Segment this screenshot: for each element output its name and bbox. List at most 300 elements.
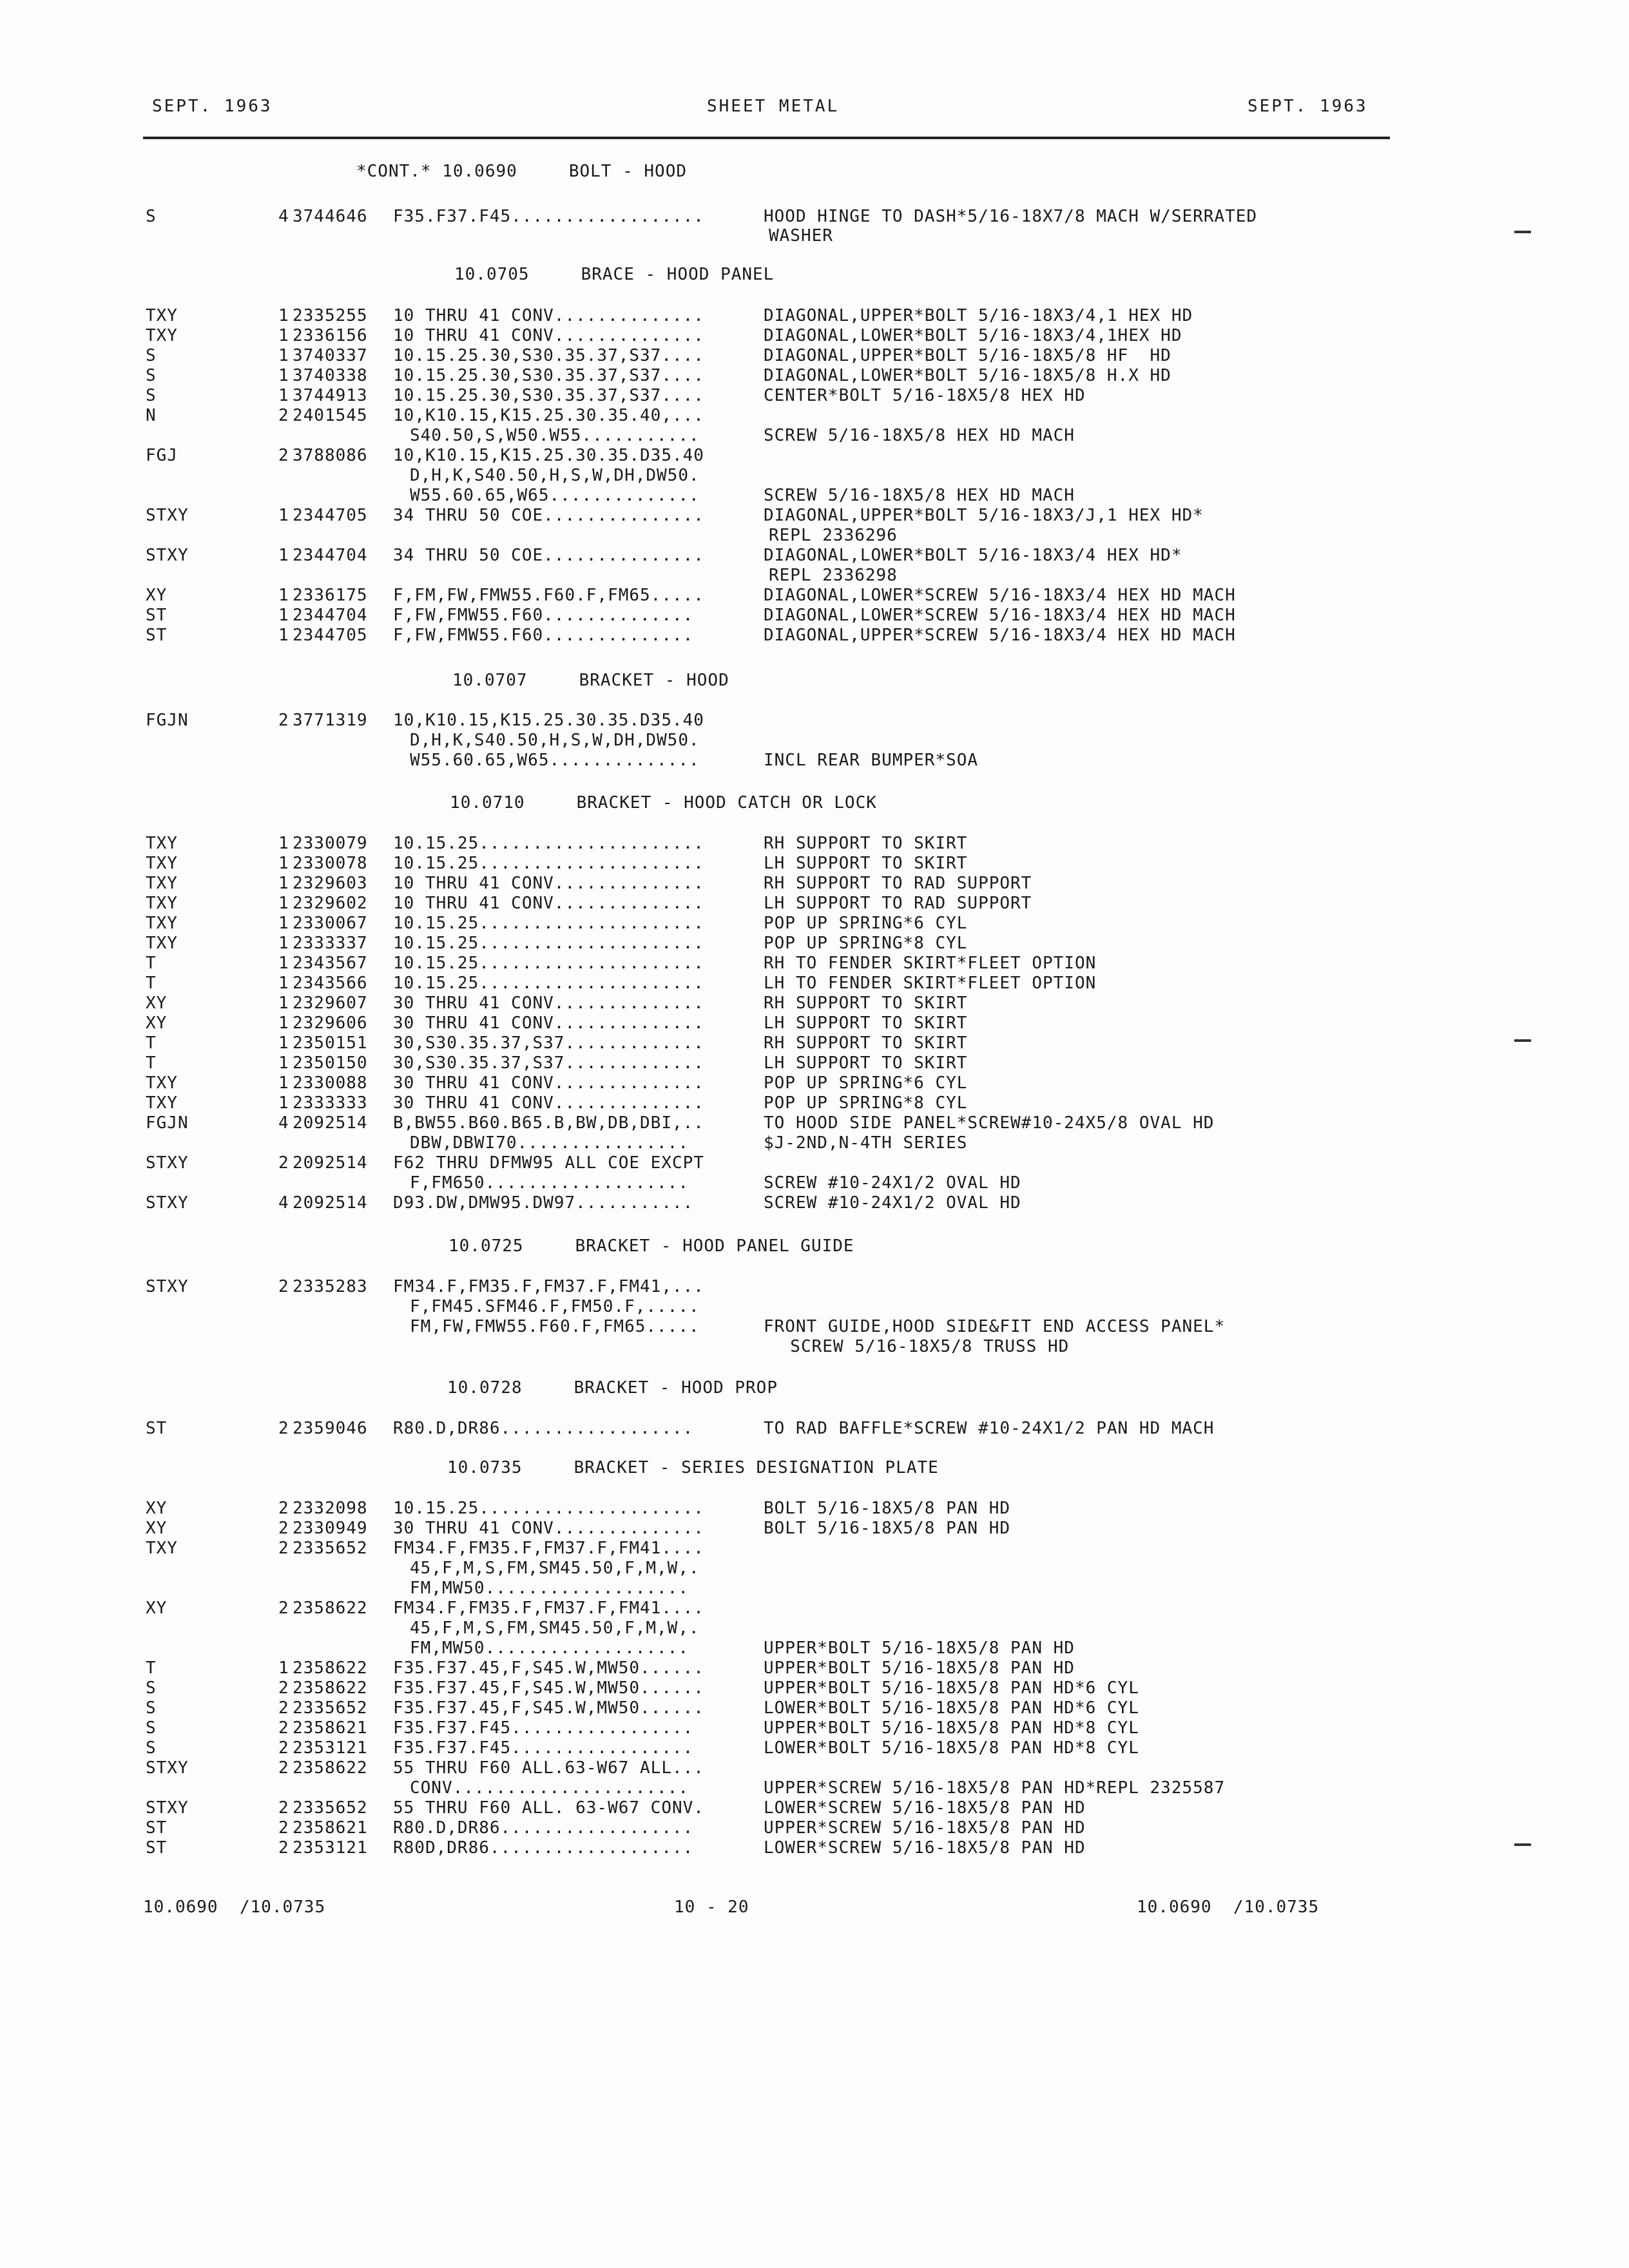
model-code: S [146,1678,157,1698]
part-description: LH SUPPORT TO SKIRT [764,854,968,873]
part-row [0,1818,1629,1838]
model-applicability: F35.F37.45,F,S45.W,MW50...... [393,1698,704,1718]
section-number: 10.0735 [447,1458,523,1477]
quantity: 1 [278,854,289,873]
section-heading [448,1236,854,1256]
section-number: 10.0707 [452,671,528,690]
model-applicability: 10.15.25..................... [393,854,704,873]
section-number: 10.0705 [454,265,530,284]
part-description: POP UP SPRING*6 CYL [764,1073,968,1093]
model-code: XY [146,1599,168,1618]
quantity: 2 [278,406,289,425]
quantity: 2 [278,1519,289,1538]
part-number: 2350150 [293,1053,368,1073]
quantity: 1 [278,606,289,625]
part-row [0,1276,1629,1297]
part-row [0,973,1629,994]
part-number: 2344705 [293,626,368,645]
quantity: 4 [278,207,289,226]
quantity: 2 [278,1539,289,1558]
part-description: RH SUPPORT TO RAD SUPPORT [764,874,1032,893]
part-row [0,1738,1629,1758]
section-heading [450,793,877,813]
part-number: 3740337 [293,346,368,365]
model-code: XY [146,1014,168,1033]
quantity: 1 [278,366,289,385]
part-description: LOWER*SCREW 5/16-18X5/8 PAN HD [764,1838,1086,1858]
quantity: 2 [278,1838,289,1858]
part-row [0,1498,1629,1519]
part-number: 2329602 [293,894,368,913]
model-code: XY [146,1519,168,1538]
quantity: 1 [278,954,289,973]
part-number: 2358622 [293,1658,368,1678]
part-number: 2335255 [293,306,368,325]
model-applicability: 10 THRU 41 CONV.............. [393,326,704,345]
part-number: 3771319 [293,711,368,730]
header-title: SHEET METAL [707,97,840,116]
part-number: 2358622 [293,1678,368,1698]
description-continuation: WASHER [769,226,833,245]
part-description: LOWER*BOLT 5/16-18X5/8 PAN HD*8 CYL [764,1738,1139,1758]
quantity: 1 [278,1093,289,1113]
quantity: 4 [278,1113,289,1133]
model-code: S [146,1718,157,1738]
model-code: S [146,207,157,226]
part-row [0,1296,1629,1317]
model-code: TXY [146,854,178,873]
model-continuation: FM,MW50................... [410,1639,689,1658]
part-row [0,485,1629,506]
quantity: 2 [278,1798,289,1818]
model-code: STXY [146,1277,189,1296]
part-row [0,1678,1629,1698]
model-code: T [146,1658,157,1678]
section-title: BRACKET - HOOD [579,671,729,690]
part-row [0,953,1629,974]
part-row [0,1638,1629,1658]
part-description: UPPER*BOLT 5/16-18X5/8 PAN HD*8 CYL [764,1718,1139,1738]
model-code: STXY [146,1798,189,1818]
part-description: UPPER*BOLT 5/16-18X5/8 PAN HD [764,1658,1075,1678]
model-applicability: 10.15.25..................... [393,974,704,993]
model-code: XY [146,1499,168,1518]
quantity: 1 [278,934,289,953]
part-description: DIAGONAL,LOWER*SCREW 5/16-18X3/4 HEX HD MACH [764,606,1236,625]
part-description: SCREW #10-24X1/2 OVAL HD [764,1193,1021,1213]
model-continuation: FM,FW,FMW55.F60.F,FM65..... [410,1317,700,1336]
part-description: CENTER*BOLT 5/16-18X5/8 HEX HD [764,386,1086,405]
part-number: 2092514 [293,1193,368,1213]
part-number: 3744913 [293,386,368,405]
model-code: TXY [146,834,178,853]
part-number: 2335283 [293,1277,368,1296]
part-description: POP UP SPRING*6 CYL [764,914,968,933]
model-applicability: F35.F37.F45................. [393,1738,694,1758]
part-number: 2333337 [293,934,368,953]
model-code: T [146,954,157,973]
section-number: 10.0728 [447,1378,523,1398]
header-rule [143,137,1390,139]
part-row [0,605,1629,626]
quantity: 1 [278,546,289,565]
quantity: 1 [278,834,289,853]
model-applicability: F62 THRU DFMW95 ALL COE EXCPT [393,1153,704,1173]
part-number: 2358622 [293,1599,368,1618]
part-number: 2336156 [293,326,368,345]
model-code: T [146,1053,157,1073]
model-applicability: R80.D,DR86.................. [393,1419,694,1438]
part-description: UPPER*SCREW 5/16-18X5/8 PAN HD [764,1818,1086,1838]
model-code: ST [146,626,168,645]
part-description: DIAGONAL,LOWER*BOLT 5/16-18X3/4 HEX HD* [764,546,1182,565]
section-heading [447,1457,939,1478]
section-heading [454,264,774,285]
model-applicability: 10,K10.15,K15.25.30.35.40,... [393,406,704,425]
part-description: $J-2ND,N-4TH SERIES [764,1133,968,1153]
quantity: 1 [278,1014,289,1033]
model-code: S [146,366,157,385]
part-row [0,1838,1629,1858]
part-description: DIAGONAL,LOWER*SCREW 5/16-18X3/4 HEX HD MACH [764,586,1236,605]
model-code: STXY [146,1193,189,1213]
part-row [0,730,1629,751]
model-code: ST [146,1818,168,1838]
part-description: SCREW #10-24X1/2 OVAL HD [764,1173,1021,1193]
model-code: TXY [146,934,178,953]
part-row [0,750,1629,771]
part-row [0,993,1629,1014]
part-description: DIAGONAL,UPPER*SCREW 5/16-18X3/4 HEX HD MACH [764,626,1236,645]
quantity: 1 [278,626,289,645]
quantity: 2 [278,1718,289,1738]
quantity: 1 [278,506,289,525]
part-description: SCREW 5/16-18X5/8 HEX HD MACH [764,426,1075,445]
model-applicability: 30 THRU 41 CONV.............. [393,1014,704,1033]
quantity: 1 [278,1658,289,1678]
quantity: 1 [278,326,289,345]
part-row [0,1193,1629,1213]
quantity: 1 [278,346,289,365]
part-row [0,853,1629,874]
part-row [0,226,1629,246]
model-code: N [146,406,157,425]
part-description: BOLT 5/16-18X5/8 PAN HD [764,1499,1011,1518]
quantity: 1 [278,994,289,1013]
part-row [0,1133,1629,1153]
model-applicability: D93.DW,DMW95.DW97........... [393,1193,694,1213]
part-description: UPPER*BOLT 5/16-18X5/8 PAN HD*6 CYL [764,1678,1139,1698]
part-number: 2092514 [293,1153,368,1173]
model-code: FGJ [146,446,178,465]
model-applicability: F35.F37.F45................. [393,1718,694,1738]
part-row [0,445,1629,466]
model-applicability: F35.F37.45,F,S45.W,MW50...... [393,1658,704,1678]
quantity: 1 [278,1053,289,1073]
model-applicability: 30,S30.35.37,S37............. [393,1053,704,1073]
model-code: STXY [146,1758,189,1778]
section-title: BRACKET - HOOD CATCH OR LOCK [576,793,877,812]
model-applicability: FM34.F,FM35.F,FM37.F,FM41.... [393,1539,704,1558]
quantity: 1 [278,1073,289,1093]
part-description: TO HOOD SIDE PANEL*SCREW#10-24X5/8 OVAL HD [764,1113,1215,1133]
model-applicability: 55 THRU F60 ALL.63-W67 ALL... [393,1758,704,1778]
section-title: BRACE - HOOD PANEL [581,265,775,284]
part-number: 3740338 [293,366,368,385]
section-title: BOLT - HOOD [568,162,687,181]
part-row [0,405,1629,426]
part-description: FRONT GUIDE,HOOD SIDE&FIT END ACCESS PANEL* [764,1317,1226,1336]
description-continuation: SCREW 5/16-18X5/8 TRUSS HD [769,1337,1070,1356]
part-description: SCREW 5/16-18X5/8 HEX HD MACH [764,486,1075,505]
section-title: BRACKET - SERIES DESIGNATION PLATE [574,1458,939,1477]
model-applicability: 30,S30.35.37,S37............. [393,1033,704,1053]
part-row [0,585,1629,606]
part-description: RH SUPPORT TO SKIRT [764,1033,968,1053]
part-number: 2330067 [293,914,368,933]
model-code: XY [146,586,168,605]
part-description: LOWER*BOLT 5/16-18X5/8 PAN HD*6 CYL [764,1698,1139,1718]
model-applicability: F,FM,FW,FMW55.F60.F,FM65..... [393,586,704,605]
quantity: 1 [278,586,289,605]
model-code: ST [146,1838,168,1858]
model-applicability: 30 THRU 41 CONV.............. [393,994,704,1013]
section-heading [356,161,687,182]
part-description: RH SUPPORT TO SKIRT [764,834,968,853]
model-code: TXY [146,306,178,325]
part-row [0,545,1629,566]
section-title: BRACKET - HOOD PANEL GUIDE [575,1236,854,1256]
part-row [0,505,1629,526]
part-number: 2335652 [293,1698,368,1718]
quantity: 4 [278,1193,289,1213]
part-row [0,913,1629,934]
part-row [0,465,1629,486]
part-row [0,1013,1629,1033]
model-continuation: DBW,DBWI70................ [410,1133,689,1153]
section-title: BRACKET - HOOD PROP [574,1378,778,1398]
part-row [0,893,1629,914]
part-number: 2329607 [293,994,368,1013]
part-row [0,525,1629,546]
quantity: 1 [278,874,289,893]
model-code: ST [146,606,168,625]
model-code: S [146,346,157,365]
quantity: 2 [278,1758,289,1778]
part-number: 3744646 [293,207,368,226]
part-number: 2329606 [293,1014,368,1033]
model-applicability: 10,K10.15,K15.25.30.35.D35.40 [393,446,704,465]
part-row [0,833,1629,854]
quantity: 1 [278,1033,289,1053]
part-description: DIAGONAL,LOWER*BOLT 5/16-18X5/8 H.X HD [764,366,1171,385]
quantity: 2 [278,1698,289,1718]
part-number: 2344704 [293,606,368,625]
model-applicability: 10 THRU 41 CONV.............. [393,306,704,325]
part-description: HOOD HINGE TO DASH*5/16-18X7/8 MACH W/SERRATED [764,207,1258,226]
part-row [0,1518,1629,1539]
model-applicability: FM34.F,FM35.F,FM37.F,FM41,... [393,1277,704,1296]
part-number: 2344705 [293,506,368,525]
model-applicability: F,FW,FMW55.F60.............. [393,626,694,645]
part-row [0,1538,1629,1559]
quantity: 2 [278,1153,289,1173]
header-date-right: SEPT. 1963 [1248,97,1368,116]
part-row [0,1173,1629,1193]
model-applicability: 34 THRU 50 COE............... [393,546,704,565]
model-code: TXY [146,914,178,933]
part-number: 2343566 [293,974,368,993]
model-applicability: 10,K10.15,K15.25.30.35.D35.40 [393,711,704,730]
model-code: S [146,1738,157,1758]
model-code: S [146,386,157,405]
quantity: 2 [278,1419,289,1438]
margin-mark [1514,1843,1531,1846]
model-code: S [146,1698,157,1718]
model-applicability: R80.D,DR86.................. [393,1818,694,1838]
margin-mark [1514,231,1531,233]
model-applicability: 10.15.25..................... [393,934,704,953]
part-number: 2358622 [293,1758,368,1778]
part-row [0,206,1629,227]
part-number: 2344704 [293,546,368,565]
part-number: 2350151 [293,1033,368,1053]
quantity: 2 [278,446,289,465]
part-description: DIAGONAL,UPPER*BOLT 5/16-18X3/J,1 HEX HD* [764,506,1204,525]
model-continuation: W55.60.65,W65.............. [410,751,700,770]
model-continuation: D,H,K,S40.50,H,S,W,DH,DW50. [410,466,700,485]
model-applicability: R80D,DR86................... [393,1838,694,1858]
part-description: BOLT 5/16-18X5/8 PAN HD [764,1519,1011,1538]
part-row [0,1113,1629,1133]
part-number: 2401545 [293,406,368,425]
part-row [0,1558,1629,1579]
quantity: 2 [278,1818,289,1838]
part-row [0,1033,1629,1053]
part-row [0,1316,1629,1337]
part-row [0,305,1629,326]
part-description: RH SUPPORT TO SKIRT [764,994,968,1013]
model-applicability: 55 THRU F60 ALL. 63-W67 CONV. [393,1798,704,1818]
part-description: POP UP SPRING*8 CYL [764,1093,968,1113]
model-applicability: 10.15.25.30,S30.35.37,S37.... [393,346,704,365]
part-description: RH TO FENDER SKIRT*FLEET OPTION [764,954,1097,973]
part-description: LH TO FENDER SKIRT*FLEET OPTION [764,974,1097,993]
quantity: 2 [278,1499,289,1518]
model-applicability: 34 THRU 50 COE............... [393,506,704,525]
part-number: 2330078 [293,854,368,873]
model-code: STXY [146,1153,189,1173]
model-applicability: 10 THRU 41 CONV.............. [393,894,704,913]
part-description: LH SUPPORT TO RAD SUPPORT [764,894,1032,913]
model-continuation: 45,F,M,S,FM,SM45.50,F,M,W,. [410,1559,700,1578]
part-row [0,1598,1629,1619]
quantity: 1 [278,306,289,325]
description-continuation: REPL 2336296 [769,526,898,545]
section-number: *CONT.* 10.0690 [356,162,517,181]
part-row [0,365,1629,386]
quantity: 1 [278,386,289,405]
part-row [0,933,1629,954]
part-row [0,1718,1629,1738]
model-code: TXY [146,874,178,893]
part-description: LOWER*SCREW 5/16-18X5/8 PAN HD [764,1798,1086,1818]
part-row [0,1578,1629,1599]
part-number: 2358621 [293,1718,368,1738]
part-number: 2335652 [293,1798,368,1818]
model-applicability: 30 THRU 41 CONV.............. [393,1093,704,1113]
part-row [0,1336,1629,1357]
model-code: FGJN [146,711,189,730]
part-number: 2330088 [293,1073,368,1093]
model-applicability: 10.15.25..................... [393,1499,704,1518]
part-row [0,325,1629,346]
model-applicability: 10.15.25.30,S30.35.37,S37.... [393,366,704,385]
part-number: 2333333 [293,1093,368,1113]
part-row [0,1418,1629,1439]
part-row [0,345,1629,366]
model-continuation: FM,MW50................... [410,1579,689,1598]
model-applicability: 10.15.25..................... [393,914,704,933]
part-number: 2343567 [293,954,368,973]
part-description: INCL REAR BUMPER*SOA [764,751,979,770]
part-row [0,565,1629,586]
section-number: 10.0710 [450,793,525,812]
part-row [0,1658,1629,1678]
model-code: XY [146,994,168,1013]
model-code: TXY [146,326,178,345]
part-row [0,1698,1629,1718]
part-description: POP UP SPRING*8 CYL [764,934,968,953]
part-row [0,1153,1629,1173]
part-number: 2353121 [293,1838,368,1858]
model-code: T [146,1033,157,1053]
model-continuation: CONV...................... [410,1778,689,1798]
part-description: UPPER*BOLT 5/16-18X5/8 PAN HD [764,1639,1075,1658]
part-number: 3788086 [293,446,368,465]
model-code: STXY [146,506,189,525]
model-applicability: 30 THRU 41 CONV.............. [393,1519,704,1538]
footer-range-left: 10.0690 /10.0735 [143,1898,326,1917]
quantity: 2 [278,711,289,730]
part-row [0,1053,1629,1073]
model-applicability: 10.15.25..................... [393,834,704,853]
part-description: DIAGONAL,UPPER*BOLT 5/16-18X3/4,1 HEX HD [764,306,1193,325]
margin-mark [1514,1039,1531,1042]
model-code: T [146,974,157,993]
quantity: 2 [278,1738,289,1758]
quantity: 1 [278,894,289,913]
header-date-left: SEPT. 1963 [152,97,273,116]
quantity: 1 [278,914,289,933]
quantity: 1 [278,974,289,993]
section-number: 10.0725 [448,1236,524,1256]
part-number: 2330949 [293,1519,368,1538]
part-row [0,1093,1629,1113]
part-row [0,710,1629,731]
part-row [0,1798,1629,1818]
part-description: LH SUPPORT TO SKIRT [764,1014,968,1033]
quantity: 2 [278,1599,289,1618]
model-applicability: B,BW55.B60.B65.B,BW,DB,DBI,.. [393,1113,704,1133]
part-row [0,1073,1629,1093]
model-continuation: F,FM650................... [410,1173,689,1193]
part-description: LH SUPPORT TO SKIRT [764,1053,968,1073]
part-description: DIAGONAL,LOWER*BOLT 5/16-18X3/4,1HEX HD [764,326,1182,345]
model-applicability: 10.15.25..................... [393,954,704,973]
model-applicability: FM34.F,FM35.F,FM37.F,FM41.... [393,1599,704,1618]
page-number: 10 - 20 [674,1898,749,1917]
